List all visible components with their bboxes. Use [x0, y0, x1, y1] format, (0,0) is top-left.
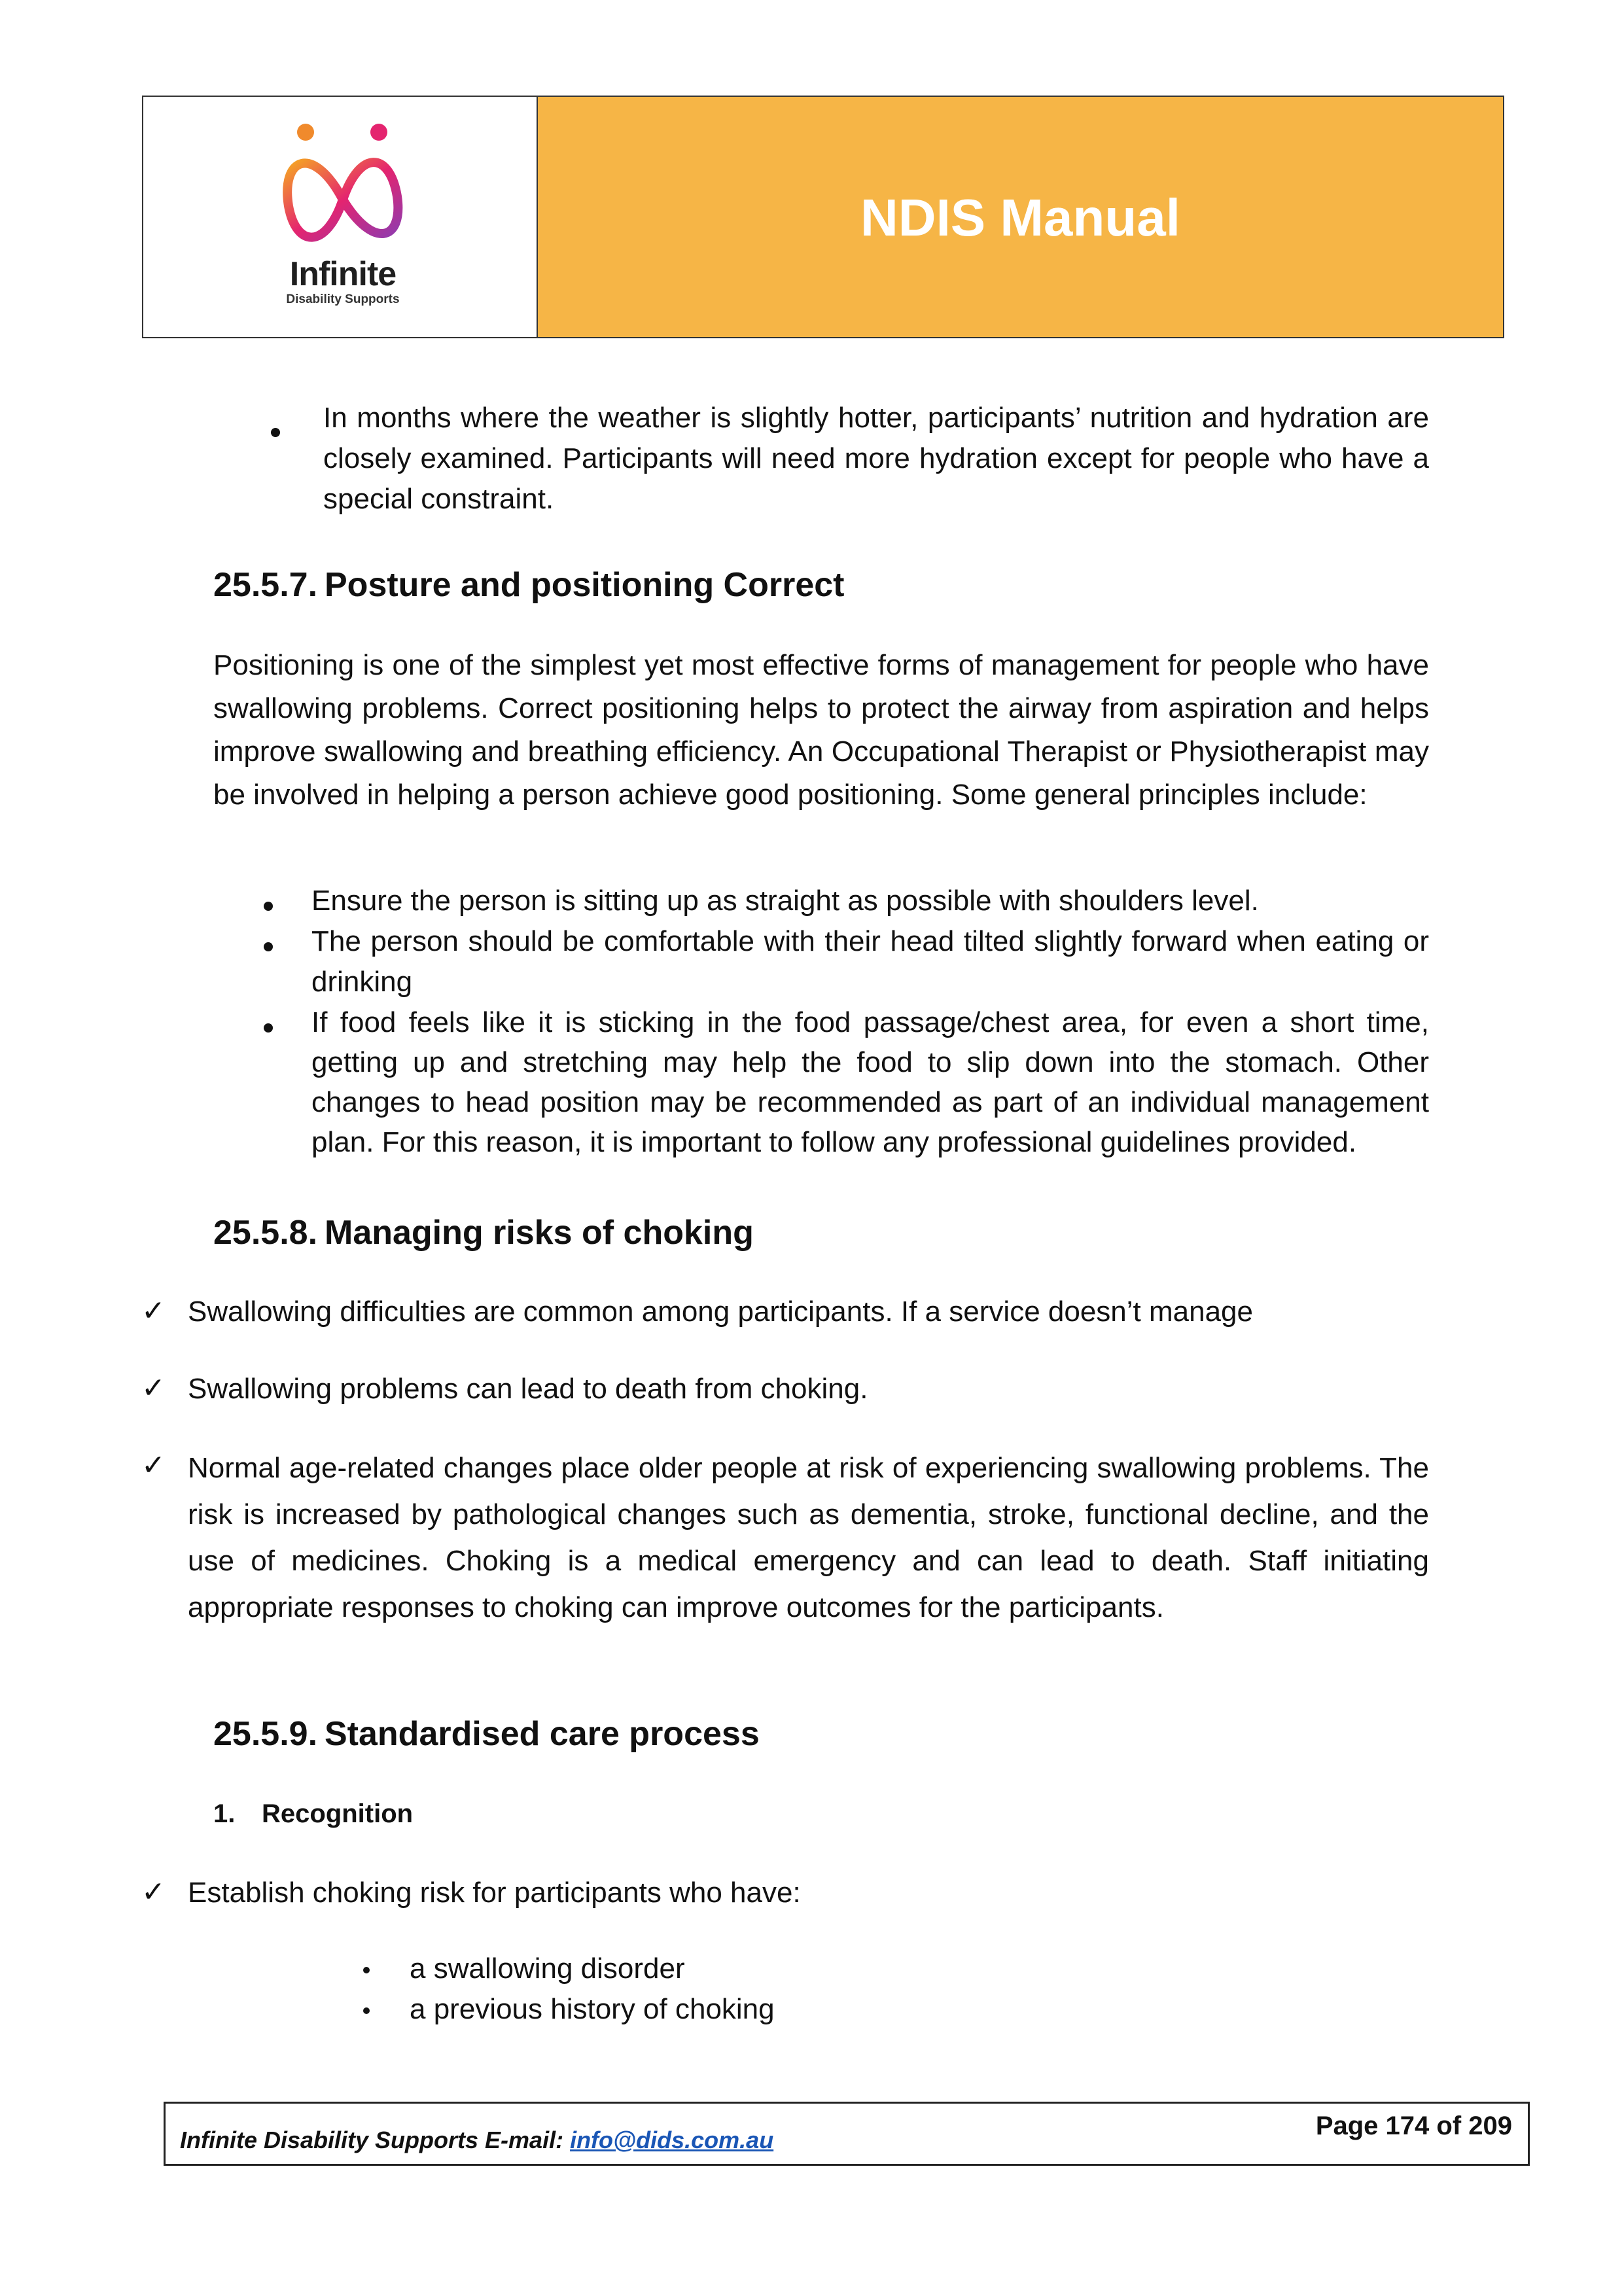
- checkmark-icon: ✓: [141, 1449, 166, 1482]
- section-heading-posture: [213, 568, 845, 602]
- posture-bullet: If food feels like it is sticking in the food passage/chest area, for even a short time, getting up and stretching may help the food to slip down into the stomach. Other changes to head position may be recommended as part of an individual management plan. For this reason, it is important to follow any professional guidelines provided.: [311, 1006, 1429, 1158]
- bullet-dot: [264, 902, 273, 911]
- posture-bullet: Ensure the person is sitting up as straight as possible with shoulders level.: [311, 885, 1259, 917]
- step-title: Recognition: [262, 1799, 414, 1828]
- bullet-dot: [363, 1967, 370, 1973]
- section-number: 25.5.9.: [213, 1715, 318, 1753]
- checkmark-icon: ✓: [141, 1875, 166, 1909]
- care-bullet: a previous history of choking: [410, 1993, 775, 2025]
- section-heading-care-process: [213, 1717, 760, 1751]
- checkmark-icon: ✓: [141, 1371, 166, 1405]
- footer-email-link[interactable]: info@dids.com.au: [570, 2127, 774, 2153]
- bullet-dot: [363, 2007, 370, 2014]
- care-bullet: a swallowing disorder: [410, 1952, 685, 1985]
- section-title: Managing risks of choking: [325, 1214, 754, 1252]
- section-title: Posture and positioning Correct: [325, 566, 845, 604]
- intro-bullet-text: In months where the weather is slightly hotter, participants’ nutrition and hydration are closely examined. Participants will need more hydration except for people who have a special constraint.: [323, 402, 1429, 515]
- section-number: 25.5.8.: [213, 1214, 318, 1252]
- bullet-dot: [264, 942, 273, 951]
- section-title: Standardised care process: [325, 1715, 760, 1753]
- logo-wordmark: Infinite: [289, 255, 397, 293]
- document-title: NDIS Manual: [860, 188, 1180, 247]
- checkmark-icon: ✓: [141, 1294, 166, 1328]
- bullet-dot: [264, 1023, 273, 1033]
- choking-check-item: Swallowing difficulties are common among participants. If a service doesn’t manage: [188, 1296, 1253, 1328]
- step-heading: [213, 1801, 413, 1827]
- page-header: [142, 96, 1504, 338]
- bullet-dot: [271, 428, 280, 437]
- section-heading-choking: [213, 1216, 754, 1250]
- section-number: 25.5.7.: [213, 566, 318, 604]
- step-number: 1.: [213, 1799, 236, 1828]
- posture-bullet: The person should be comfortable with their head tilted slightly forward when eating or drinking: [311, 925, 1429, 998]
- title-cell: [538, 97, 1503, 337]
- page-number: Page 174 of 209: [1315, 2111, 1512, 2140]
- page-footer: [164, 2102, 1530, 2166]
- choking-check-item: Swallowing problems can lead to death from choking.: [188, 1373, 868, 1405]
- logo-cell: [143, 97, 538, 337]
- posture-paragraph: Positioning is one of the simplest yet most effective forms of management for people who have swallowing problems. Correct positioning helps to protect the airway from aspiration and helps improve swallowing and breathing efficiency. An Occupational Therapist or Physiotherapist may be involved in helping a person achieve good positioning. Some general principles include:: [213, 649, 1429, 811]
- care-check-item: Establish choking risk for participants who have:: [188, 1877, 801, 1909]
- logo-tagline: Disability Supports: [286, 292, 400, 306]
- choking-check-item: Normal age-related changes place older people at risk of experiencing swallowing problems. The risk is increased by pathological changes such as dementia, stroke, functional decline, and the use of medicines. Choking is a medical emergency and can lead to death. Staff initiating appropriate responses to choking can improve outcomes for the participants.: [188, 1452, 1429, 1623]
- footer-label: Infinite Disability Supports E-mail:: [180, 2127, 571, 2153]
- footer-contact: [180, 2128, 773, 2152]
